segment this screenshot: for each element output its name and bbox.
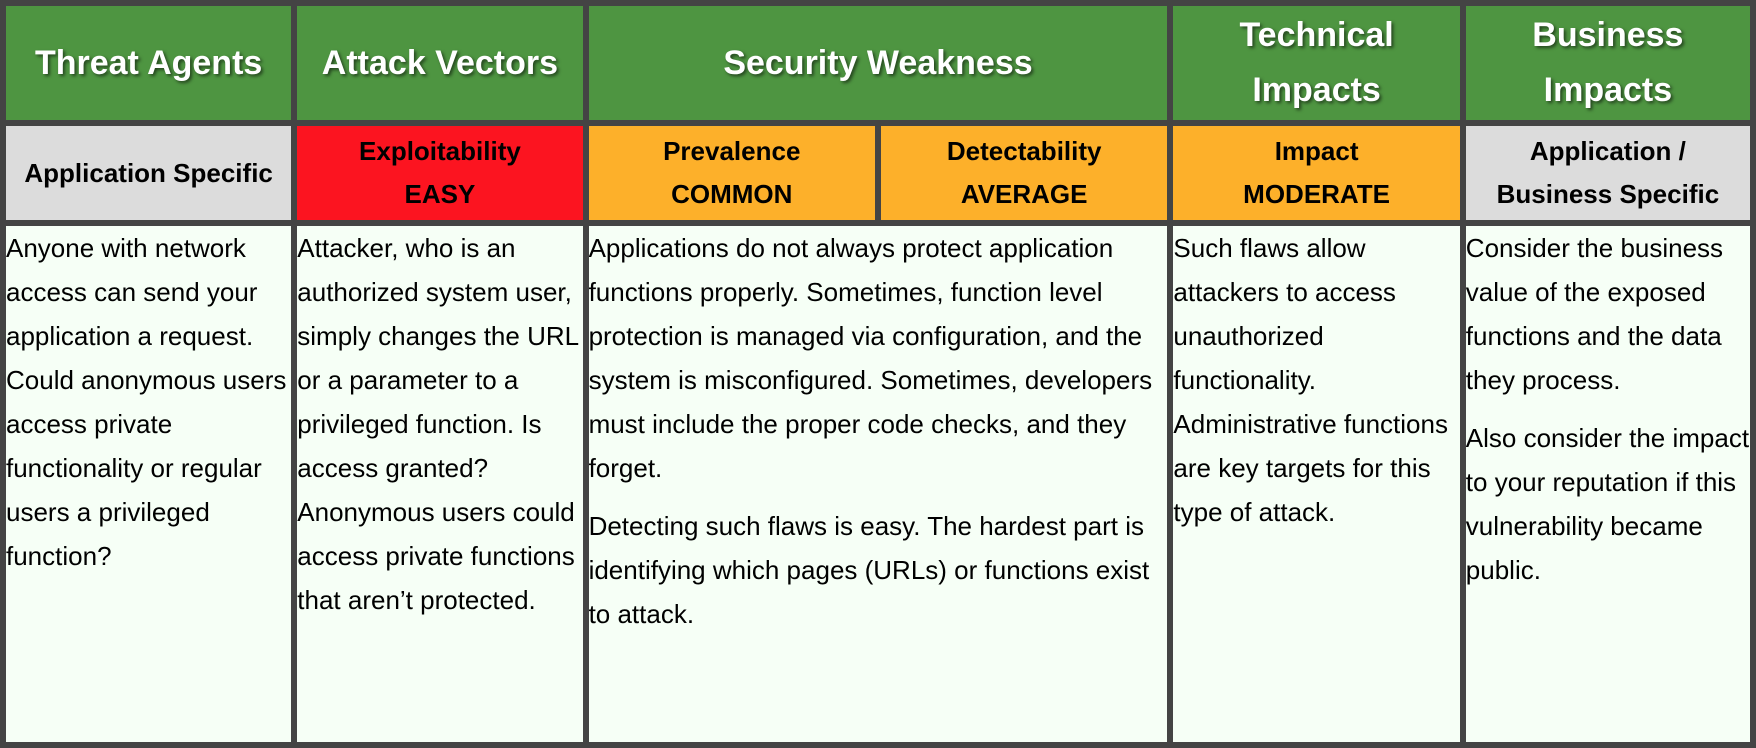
- detectability-value: AVERAGE: [960, 179, 1088, 209]
- exploitability-label: Exploitability: [359, 136, 521, 166]
- desc-threat-agents-text: Anyone with network access can send your application a request. Could anonymous users access private functionality or regular users a privileged function?: [6, 233, 287, 571]
- rating-threat-agents: [3, 123, 294, 223]
- desc-security-weakness: [586, 223, 1171, 745]
- business-rating-line1: Application /: [1529, 136, 1686, 166]
- desc-security-weakness-text-1: Applications do not always protect application functions properly. Sometimes, function level protection is managed via configuration, and the system is misconfigured. Sometimes, developers must include the proper code checks, and they forget.: [588, 233, 1153, 483]
- desc-technical-impacts-text: Such flaws allow attackers to access unauthorized functionality. Administrative functions are key targets for this type of attack.: [1173, 233, 1448, 527]
- desc-business-impacts-text-1: Consider the business value of the exposed functions and the data they process.: [1465, 233, 1724, 395]
- impact-label: Impact: [1274, 136, 1359, 166]
- desc-attack-vectors: [294, 223, 585, 745]
- desc-business-impacts: [1463, 223, 1753, 745]
- rating-impact: [1170, 123, 1462, 223]
- prevalence-value: COMMON: [671, 179, 793, 209]
- header-technical-impacts: [1170, 3, 1462, 123]
- rating-prevalence: [586, 123, 878, 223]
- desc-attack-vectors-text: Attacker, who is an authorized system user, simply changes the URL or a parameter to a privileged function. Is access granted? Anonymous users could access private functions that aren’t protected.: [297, 233, 579, 615]
- exploitability-value: EASY: [404, 179, 476, 209]
- header-technical-impacts-label: Technical Impacts: [1239, 16, 1394, 109]
- header-row: [3, 3, 1753, 123]
- rating-business: [1463, 123, 1753, 223]
- business-rating-line2: Business Specific: [1496, 179, 1720, 209]
- rating-exploitability: [294, 123, 585, 223]
- prevalence-label: Prevalence: [663, 136, 801, 166]
- impact-value: MODERATE: [1243, 179, 1391, 209]
- desc-technical-impacts: [1170, 223, 1462, 745]
- detectability-label: Detectability: [946, 136, 1102, 166]
- header-business-impacts: [1463, 3, 1753, 123]
- header-security-weakness: Security Weakness: [586, 3, 1171, 123]
- rating-row: [3, 123, 1753, 223]
- desc-business-impacts-text-2: Also consider the impact to your reputation if this vulnerability became public.: [1465, 423, 1750, 585]
- rating-detectability: [878, 123, 1170, 223]
- desc-threat-agents: [3, 223, 294, 745]
- header-business-impacts-label: Business Impacts: [1532, 16, 1684, 109]
- desc-security-weakness-text-2: Detecting such flaws is easy. The hardest part is identifying which pages (URLs) or functions exist to attack.: [588, 511, 1150, 629]
- description-row: [3, 223, 1753, 745]
- header-threat-agents: Threat Agents: [3, 3, 294, 123]
- header-attack-vectors: Attack Vectors: [294, 3, 585, 123]
- rating-threat-agents-text: Application Specific: [24, 157, 273, 188]
